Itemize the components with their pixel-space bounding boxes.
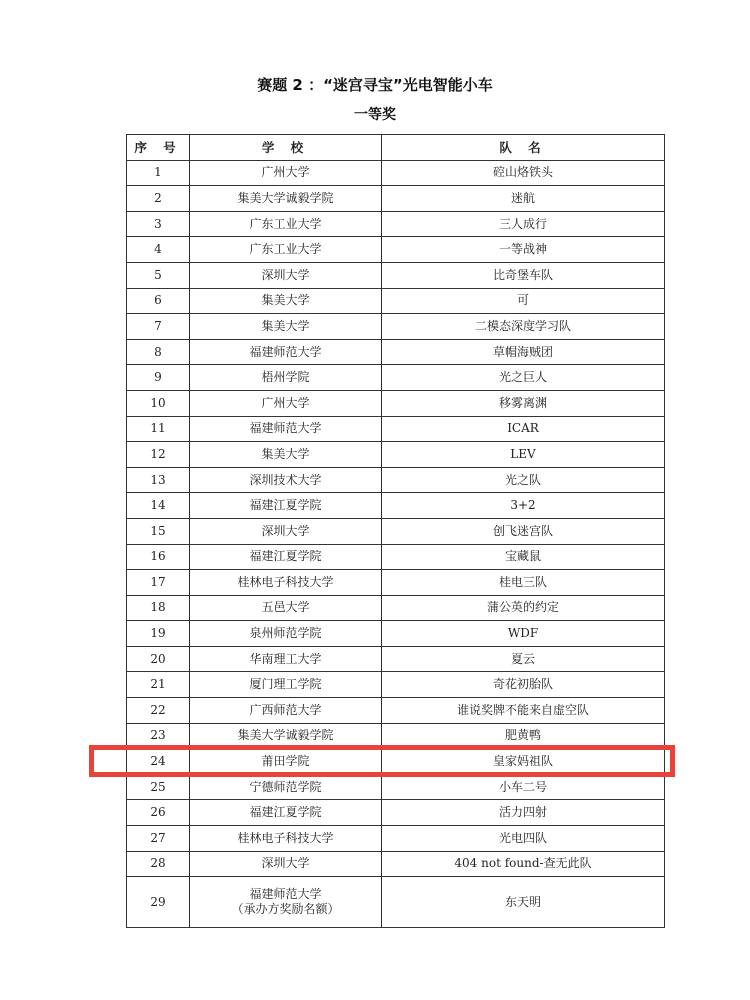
table-row — [127, 467, 665, 493]
header-team: 队 名 — [382, 135, 665, 161]
row-school: 广东工业大学 — [190, 211, 382, 237]
table-row — [127, 595, 665, 621]
row-number: 5 — [127, 262, 190, 288]
row-school: 广州大学 — [190, 160, 382, 186]
table-row — [127, 621, 665, 647]
row-team: 迷航 — [382, 186, 665, 212]
table-row — [127, 698, 665, 724]
row-team: 小车二号 — [382, 774, 665, 800]
row-team: 三人成行 — [382, 211, 665, 237]
row-school: 厦门理工学院 — [190, 672, 382, 698]
row-school: 福建江夏学院 — [190, 493, 382, 519]
row-number: 15 — [127, 518, 190, 544]
table-row — [127, 186, 665, 212]
row-number: 23 — [127, 723, 190, 749]
table-row — [127, 570, 665, 596]
row-school: 广东工业大学 — [190, 237, 382, 263]
row-school: 集美大学 — [190, 288, 382, 314]
table-row — [127, 211, 665, 237]
row-number: 6 — [127, 288, 190, 314]
row-team: 光之队 — [382, 467, 665, 493]
table-row — [127, 518, 665, 544]
row-team: 桂电三队 — [382, 570, 665, 596]
document-title: 赛题 2 ：“迷宫寻宝”光电智能小车 — [257, 76, 493, 94]
row-number: 27 — [127, 826, 190, 852]
header-school: 学 校 — [190, 135, 382, 161]
row-school-note: （承办方奖励名额） — [231, 902, 340, 917]
table-header-row — [127, 135, 665, 161]
row-team: 3+2 — [382, 493, 665, 519]
row-school: 集美大学诚毅学院 — [190, 186, 382, 212]
table-row — [127, 442, 665, 468]
row-number: 20 — [127, 646, 190, 672]
table-row — [127, 160, 665, 186]
table-row — [127, 416, 665, 442]
table-row — [127, 851, 665, 877]
row-school: 福建师范大学 — [249, 887, 322, 902]
row-team: 蒲公英的约定 — [382, 595, 665, 621]
row-school: 桂林电子科技大学 — [190, 826, 382, 852]
row-number: 4 — [127, 237, 190, 263]
row-school: 广州大学 — [190, 390, 382, 416]
row-school: 桂林电子科技大学 — [190, 570, 382, 596]
row-number: 12 — [127, 442, 190, 468]
row-team: 草帽海贼团 — [382, 339, 665, 365]
table-row — [127, 800, 665, 826]
row-team: 夏云 — [382, 646, 665, 672]
row-number: 19 — [127, 621, 190, 647]
row-number: 24 — [127, 749, 190, 775]
row-number: 14 — [127, 493, 190, 519]
row-school: 广西师范大学 — [190, 698, 382, 724]
row-school: 福建师范大学 — [190, 339, 382, 365]
row-team: 东天明 — [382, 877, 665, 928]
row-team: 404 not found-查无此队 — [382, 851, 665, 877]
row-number: 8 — [127, 339, 190, 365]
table-row — [127, 339, 665, 365]
table-row — [127, 237, 665, 263]
table-row — [127, 365, 665, 391]
table-row — [127, 646, 665, 672]
row-team: 活力四射 — [382, 800, 665, 826]
row-school: 集美大学诚毅学院 — [190, 723, 382, 749]
row-team: 硿山烙铁头 — [382, 160, 665, 186]
row-number: 1 — [127, 160, 190, 186]
award-level-heading: 一等奖 — [354, 107, 396, 123]
row-number: 25 — [127, 774, 190, 800]
table-row — [127, 544, 665, 570]
row-number: 13 — [127, 467, 190, 493]
row-team: 二模态深度学习队 — [382, 314, 665, 340]
table-row — [127, 288, 665, 314]
table-row — [127, 672, 665, 698]
row-number: 9 — [127, 365, 190, 391]
row-school: 深圳大学 — [190, 851, 382, 877]
row-number: 29 — [127, 877, 190, 928]
awards-table — [126, 134, 665, 928]
row-team: 光之巨人 — [382, 365, 665, 391]
table-row — [127, 390, 665, 416]
row-team: ICAR — [382, 416, 665, 442]
header-number: 序 号 — [127, 135, 190, 161]
row-school: 集美大学 — [190, 314, 382, 340]
row-team: 移雾离渊 — [382, 390, 665, 416]
row-school-cell — [190, 877, 382, 928]
table-row — [127, 877, 665, 928]
row-school: 莆田学院 — [190, 749, 382, 775]
row-school: 深圳大学 — [190, 518, 382, 544]
row-number: 3 — [127, 211, 190, 237]
row-school: 福建江夏学院 — [190, 544, 382, 570]
row-school: 华南理工大学 — [190, 646, 382, 672]
row-school: 五邑大学 — [190, 595, 382, 621]
table-row — [127, 314, 665, 340]
row-number: 17 — [127, 570, 190, 596]
row-team: 比奇堡车队 — [382, 262, 665, 288]
row-number: 18 — [127, 595, 190, 621]
table-row — [127, 826, 665, 852]
row-school: 泉州师范学院 — [190, 621, 382, 647]
row-number: 21 — [127, 672, 190, 698]
row-school: 福建江夏学院 — [190, 800, 382, 826]
row-team: 谁说奖牌不能来自虚空队 — [382, 698, 665, 724]
row-number: 22 — [127, 698, 190, 724]
row-team: 肥黄鸭 — [382, 723, 665, 749]
table-row — [127, 774, 665, 800]
row-team: 宝藏鼠 — [382, 544, 665, 570]
row-team: WDF — [382, 621, 665, 647]
row-number: 26 — [127, 800, 190, 826]
highlight-box — [89, 745, 675, 777]
row-team: 可 — [382, 288, 665, 314]
row-team: LEV — [382, 442, 665, 468]
row-number: 2 — [127, 186, 190, 212]
row-school: 深圳技术大学 — [190, 467, 382, 493]
row-number: 28 — [127, 851, 190, 877]
row-team: 奇花初胎队 — [382, 672, 665, 698]
row-number: 10 — [127, 390, 190, 416]
row-school: 福建师范大学 — [190, 416, 382, 442]
row-number: 11 — [127, 416, 190, 442]
row-team: 皇家妈祖队 — [382, 749, 665, 775]
row-school: 集美大学 — [190, 442, 382, 468]
table-row — [127, 493, 665, 519]
row-school: 梧州学院 — [190, 365, 382, 391]
row-number: 7 — [127, 314, 190, 340]
row-team: 创飞迷宫队 — [382, 518, 665, 544]
table-row — [127, 262, 665, 288]
row-school: 深圳大学 — [190, 262, 382, 288]
row-school: 宁德师范学院 — [190, 774, 382, 800]
row-team: 光电四队 — [382, 826, 665, 852]
row-number: 16 — [127, 544, 190, 570]
row-team: 一等战神 — [382, 237, 665, 263]
